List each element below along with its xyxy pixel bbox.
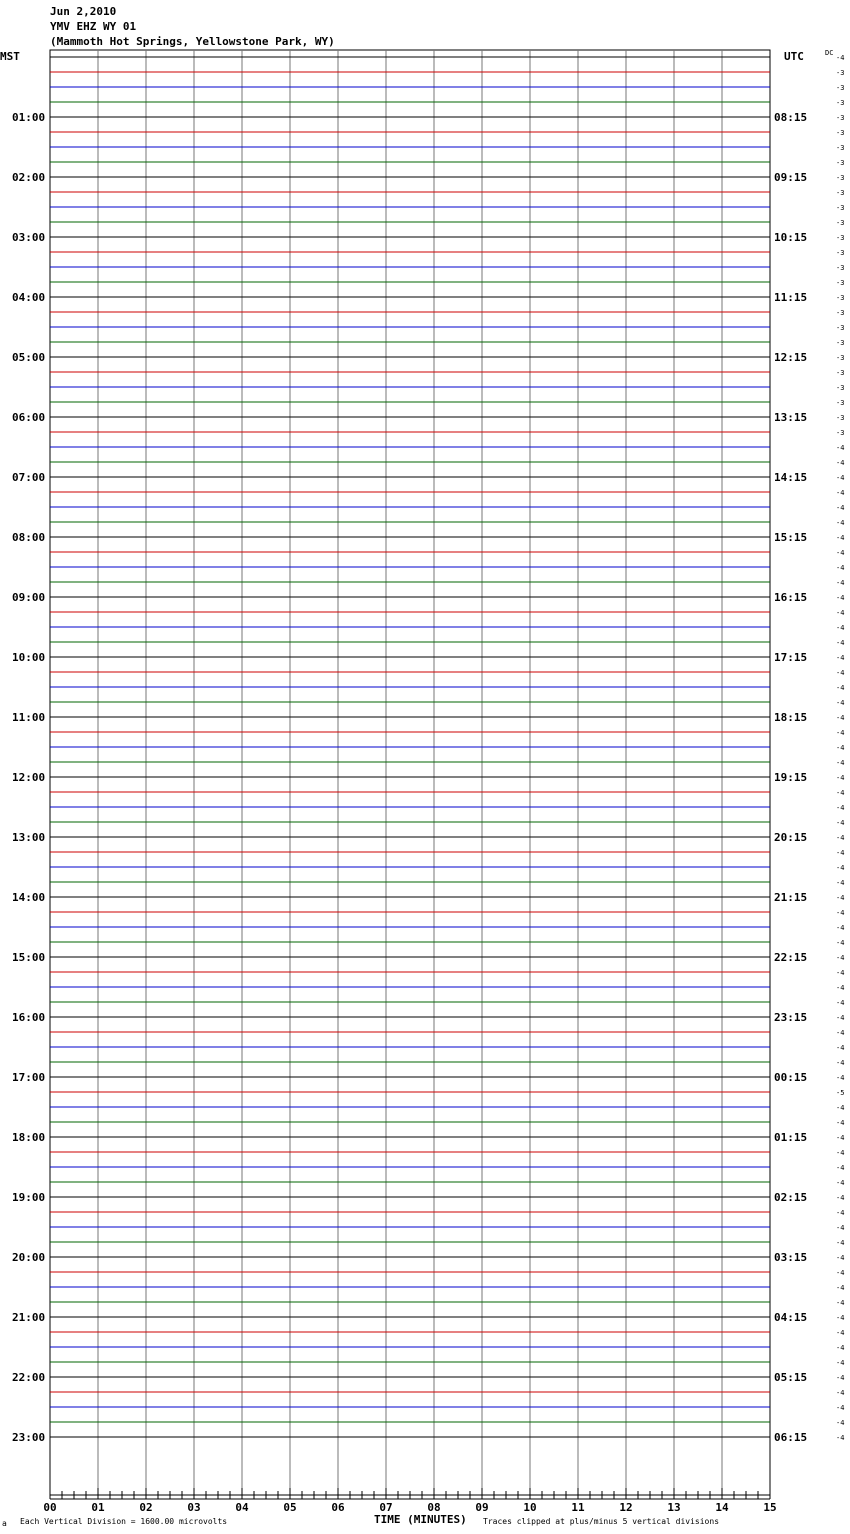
dc-offset-value: -4 <box>836 1224 845 1232</box>
dc-offset-value: -4 <box>836 1404 845 1412</box>
left-hour-label: 17:00 <box>12 1071 46 1084</box>
corner-mark: a <box>2 1519 7 1528</box>
dc-offset-value: -4 <box>836 459 845 467</box>
x-axis-title: TIME (MINUTES) <box>374 1513 467 1526</box>
dc-offset-value: -4 <box>836 1209 845 1217</box>
right-hour-label: 04:15 <box>774 1311 808 1324</box>
dc-offset-value: -4 <box>836 834 845 842</box>
dc-offset-value: -4 <box>836 504 845 512</box>
left-hour-label: 11:00 <box>12 711 46 724</box>
dc-offset-value: -4 <box>836 864 845 872</box>
left-hour-label: 02:00 <box>12 171 46 184</box>
right-hour-label: 09:15 <box>774 171 808 184</box>
right-hour-label: 23:15 <box>774 1011 808 1024</box>
right-hour-label: 14:15 <box>774 471 808 484</box>
dc-offset-value: -3 <box>836 174 845 182</box>
dc-offset-value: -4 <box>836 924 845 932</box>
dc-offset-value: -4 <box>836 1134 845 1142</box>
right-hour-label: 22:15 <box>774 951 808 964</box>
dc-offset-value: -3 <box>836 279 845 287</box>
left-timezone-label: MST <box>0 50 20 63</box>
dc-offset-value: -4 <box>836 1374 845 1382</box>
dc-offset-value: -4 <box>836 1299 845 1307</box>
dc-offset-value: -4 <box>836 759 845 767</box>
dc-offset-value: -4 <box>836 1029 845 1037</box>
dc-offset-header: DC <box>825 49 834 57</box>
dc-offset-value: -4 <box>836 714 845 722</box>
left-hour-label: 15:00 <box>12 951 46 964</box>
dc-offset-value: -4 <box>836 684 845 692</box>
dc-offset-value: -4 <box>836 669 845 677</box>
x-tick-label: 09 <box>475 1501 489 1514</box>
dc-offset-value: -3 <box>836 144 845 152</box>
dc-offset-value: -3 <box>836 429 845 437</box>
dc-offset-value: -3 <box>836 234 845 242</box>
dc-offset-value: -4 <box>836 819 845 827</box>
dc-offset-value: -4 <box>836 774 845 782</box>
dc-offset-value: -4 <box>836 1269 845 1277</box>
dc-offset-value: -5 <box>836 1089 845 1097</box>
dc-offset-value: -3 <box>836 369 845 377</box>
dc-offset-value: -3 <box>836 399 845 407</box>
dc-offset-value: -4 <box>836 1254 845 1262</box>
dc-offset-value: -3 <box>836 384 845 392</box>
dc-offset-value: -4 <box>836 969 845 977</box>
left-hour-label: 22:00 <box>12 1371 46 1384</box>
right-hour-label: 05:15 <box>774 1371 808 1384</box>
left-hour-label: 18:00 <box>12 1131 46 1144</box>
left-hour-label: 03:00 <box>12 231 46 244</box>
dc-offset-value: -4 <box>836 894 845 902</box>
dc-offset-value: -4 <box>836 999 845 1007</box>
dc-offset-value: -3 <box>836 264 845 272</box>
dc-offset-value: -4 <box>836 879 845 887</box>
dc-offset-value: -4 <box>836 1314 845 1322</box>
dc-offset-value: -3 <box>836 129 845 137</box>
dc-offset-value: -4 <box>836 444 845 452</box>
left-hour-label: 10:00 <box>12 651 46 664</box>
dc-offset-value: -3 <box>836 414 845 422</box>
dc-offset-value: -4 <box>836 519 845 527</box>
right-hour-label: 00:15 <box>774 1071 808 1084</box>
clip-note: Traces clipped at plus/minus 5 vertical divisions <box>483 1517 720 1526</box>
right-hour-label: 13:15 <box>774 411 808 424</box>
right-hour-label: 08:15 <box>774 111 808 124</box>
dc-offset-value: -4 <box>836 909 845 917</box>
dc-offset-value: -4 <box>836 624 845 632</box>
dc-offset-value: -4 <box>836 489 845 497</box>
right-hour-label: 21:15 <box>774 891 808 904</box>
dc-offset-value: -4 <box>836 804 845 812</box>
dc-offset-value: -3 <box>836 69 845 77</box>
dc-offset-value: -4 <box>836 639 845 647</box>
x-tick-label: 04 <box>235 1501 249 1514</box>
dc-offset-value: -3 <box>836 309 845 317</box>
right-hour-label: 17:15 <box>774 651 808 664</box>
plot-date: Jun 2,2010 <box>50 5 117 18</box>
x-tick-label: 10 <box>523 1501 537 1514</box>
dc-offset-value: -4 <box>836 1044 845 1052</box>
dc-offset-value: -4 <box>836 1149 845 1157</box>
left-hour-label: 05:00 <box>12 351 46 364</box>
dc-offset-value: -4 <box>836 549 845 557</box>
right-timezone-label: UTC <box>784 50 804 63</box>
x-tick-label: 08 <box>427 1501 441 1514</box>
dc-offset-value: -4 <box>836 1239 845 1247</box>
station-location: (Mammoth Hot Springs, Yellowstone Park, WY) <box>50 35 335 48</box>
dc-offset-value: -3 <box>836 189 845 197</box>
right-hour-label: 03:15 <box>774 1251 808 1264</box>
left-hour-label: 09:00 <box>12 591 46 604</box>
dc-offset-value: -4 <box>836 849 845 857</box>
left-hour-label: 14:00 <box>12 891 46 904</box>
x-tick-label: 11 <box>571 1501 585 1514</box>
x-tick-label: 07 <box>379 1501 393 1514</box>
x-tick-label: 01 <box>91 1501 105 1514</box>
left-hour-label: 01:00 <box>12 111 46 124</box>
dc-offset-value: -4 <box>836 1074 845 1082</box>
x-tick-label: 02 <box>139 1501 153 1514</box>
dc-offset-value: -4 <box>836 1059 845 1067</box>
dc-offset-value: -4 <box>836 1389 845 1397</box>
dc-offset-value: -4 <box>836 1359 845 1367</box>
x-tick-label: 05 <box>283 1501 297 1514</box>
dc-offset-value: -4 <box>836 1329 845 1337</box>
x-tick-label: 12 <box>619 1501 633 1514</box>
dc-offset-value: -4 <box>836 654 845 662</box>
left-hour-label: 21:00 <box>12 1311 46 1324</box>
dc-offset-value: -4 <box>836 789 845 797</box>
station-code: YMV EHZ WY 01 <box>50 20 137 33</box>
dc-offset-value: -4 <box>836 1434 845 1442</box>
dc-offset-value: -4 <box>836 1419 845 1427</box>
dc-offset-value: -3 <box>836 114 845 122</box>
dc-offset-value: -4 <box>836 1194 845 1202</box>
dc-offset-value: -3 <box>836 204 845 212</box>
dc-offset-value: -4 <box>836 699 845 707</box>
right-hour-label: 18:15 <box>774 711 808 724</box>
dc-offset-value: -4 <box>836 744 845 752</box>
left-hour-label: 20:00 <box>12 1251 46 1264</box>
dc-offset-value: -3 <box>836 354 845 362</box>
left-hour-label: 13:00 <box>12 831 46 844</box>
dc-offset-value: -4 <box>836 1119 845 1127</box>
left-hour-label: 19:00 <box>12 1191 46 1204</box>
x-tick-label: 06 <box>331 1501 345 1514</box>
left-hour-label: 12:00 <box>12 771 46 784</box>
right-hour-label: 11:15 <box>774 291 808 304</box>
dc-offset-value: -4 <box>836 939 845 947</box>
dc-offset-value: -4 <box>836 1284 845 1292</box>
right-hour-label: 15:15 <box>774 531 808 544</box>
right-hour-label: 10:15 <box>774 231 808 244</box>
dc-offset-value: -4 <box>836 1179 845 1187</box>
right-hour-label: 02:15 <box>774 1191 808 1204</box>
dc-offset-value: -4 <box>836 534 845 542</box>
dc-offset-value: -3 <box>836 159 845 167</box>
dc-offset-value: -4 <box>836 54 845 62</box>
right-hour-label: 19:15 <box>774 771 808 784</box>
right-hour-label: 20:15 <box>774 831 808 844</box>
left-hour-label: 08:00 <box>12 531 46 544</box>
left-hour-label: 23:00 <box>12 1431 46 1444</box>
right-hour-label: 16:15 <box>774 591 808 604</box>
right-hour-label: 06:15 <box>774 1431 808 1444</box>
scale-note: Each Vertical Division = 1600.00 microvolts <box>20 1517 228 1526</box>
dc-offset-value: -4 <box>836 609 845 617</box>
dc-offset-value: -3 <box>836 84 845 92</box>
left-hour-label: 16:00 <box>12 1011 46 1024</box>
dc-offset-value: -4 <box>836 579 845 587</box>
x-tick-label: 03 <box>187 1501 201 1514</box>
dc-offset-value: -4 <box>836 1344 845 1352</box>
dc-offset-value: -4 <box>836 954 845 962</box>
dc-offset-value: -3 <box>836 339 845 347</box>
dc-offset-value: -3 <box>836 294 845 302</box>
dc-offset-value: -4 <box>836 1164 845 1172</box>
left-hour-label: 06:00 <box>12 411 46 424</box>
dc-offset-value: -4 <box>836 594 845 602</box>
dc-offset-value: -3 <box>836 324 845 332</box>
dc-offset-value: -4 <box>836 984 845 992</box>
dc-offset-value: -3 <box>836 99 845 107</box>
dc-offset-value: -3 <box>836 249 845 257</box>
right-hour-label: 01:15 <box>774 1131 808 1144</box>
dc-offset-value: -4 <box>836 729 845 737</box>
x-tick-label: 14 <box>715 1501 729 1514</box>
right-hour-label: 12:15 <box>774 351 808 364</box>
x-tick-label: 15 <box>763 1501 777 1514</box>
dc-offset-value: -4 <box>836 564 845 572</box>
left-hour-label: 04:00 <box>12 291 46 304</box>
dc-offset-value: -3 <box>836 219 845 227</box>
dc-offset-value: -4 <box>836 1014 845 1022</box>
dc-offset-value: -4 <box>836 474 845 482</box>
left-hour-label: 07:00 <box>12 471 46 484</box>
x-tick-label: 00 <box>43 1501 57 1514</box>
x-tick-label: 13 <box>667 1501 681 1514</box>
dc-offset-value: -4 <box>836 1104 845 1112</box>
